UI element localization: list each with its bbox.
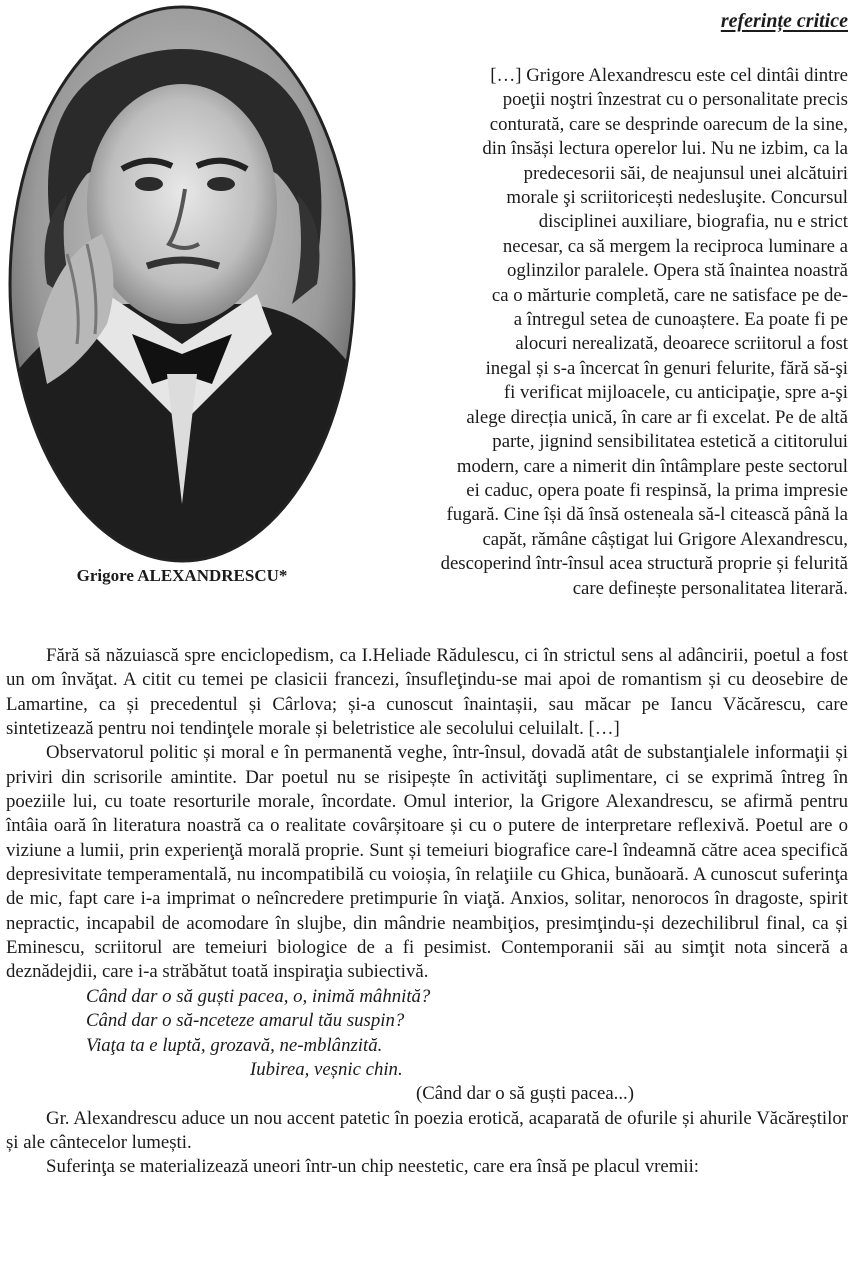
quote-line: necesar, ca să mergem la reciproca luminare a [502, 235, 848, 257]
portrait-photo [7, 4, 357, 564]
quote-line: predecesorii săi, de neajunsul unei alcătuiri [523, 162, 848, 184]
section-label: referințe critice [720, 10, 848, 32]
portrait-caption: Grigore ALEXANDRESCU* [76, 566, 288, 585]
poem-line: Iubirea, veșnic chin. [250, 1058, 403, 1080]
poem-line: Când dar o să guști pacea, o, inimă mâhnită? [86, 985, 431, 1007]
quote-line: din însăși lectura operelor lui. Nu ne izbim, ca la [482, 138, 848, 160]
paragraph: Suferinţa se materializează uneori într-un chip neestetic, care era însă pe placul vremii: [46, 1156, 700, 1178]
body-text [6, 644, 848, 1180]
quote-line: morale şi scriitoricești nedesluşite. Concursul [506, 187, 848, 209]
quote-intro [350, 64, 848, 601]
quote-line: disciplinei auxiliare, biografia, nu e strict [538, 211, 848, 233]
poem-excerpt [6, 985, 848, 1082]
quote-line: capăt, rămâne câștigat lui Grigore Alexandrescu, [482, 528, 848, 550]
quote-line: parte, jignind sensibilitatea estetică a cititorului [492, 431, 848, 453]
quote-line: oglinzilor paralele. Opera stă înaintea noastră [506, 260, 848, 282]
quote-line: ca o mărturie completă, care ne satisface pe de- [491, 284, 848, 306]
quote-line: descoperind într-însul acea structură proprie și felurită [440, 553, 848, 575]
quote-line: fi verificat mijloacele, cu anticipaţie, spre a-şi [503, 382, 848, 404]
paragraph: Observatorul politic și moral e în permanentă veghe, într-însul, dovadă atât de substanţialele informaţii și priviri din scrisorile amintite. Dar poetul nu se risipește în activităţi suplimentare, ci se exprimă întreg în poeziile lui, cu toate resorturile morale, încordate. Omul interior, la Grigore Alexandrescu, se afirmă pentru întâia oară în literatura noastră ca o realitate covârșitoare și cu o putere de interpretare reflexivă. Poetul are o viziune a lumii, prin experienţă morală proprie. Sunt și temeiuri biografice care-l îndeamnă către acea specifică depresivitate temperamentală, nu incompatibilă cu voioșia, în relaţiile cu Ghica, bunăoară. A cunoscut suferinţa de mic, fapt care i-a imprimat o neîncredere pretimpurie în viaţă. Anxios, solitar, nenorocos în dragoste, spirit nepractic, incapabil de acomodare în slujbe, din mândrie neambiţios, presimţindu-și dezechilibrul final, ca și Eminescu, scriitorul are temeiuri biologice de a fi pesimist. Contemporanii săi au simţit nota sinceră a deznădejdii, care i-a străbătut toată inspiraţia subiectivă. [6, 742, 848, 983]
poem-line: Când dar o să-nceteze amarul tău suspin? [86, 1010, 405, 1032]
quote-line: poeţii noştri înzestrat cu o personalitate precis [502, 89, 848, 111]
quote-line: modern, care a nimerit din întâmplare peste sectorul [456, 455, 848, 477]
quote-line: […] Grigore Alexandrescu este cel dintâi dintre [490, 65, 848, 86]
paragraph: Gr. Alexandrescu aduce un nou accent patetic în poezia erotică, acaparată de ofurile și ahurile Văcăreștilor și ale cântecelor lumești. [6, 1107, 848, 1153]
paragraph: Fără să năzuiască spre enciclopedism, ca I.Heliade Rădulescu, ci în strictul sens al adâncirii, poetul a fost un om învăţat. A citit cu temei pe clasicii francezi, însufleţindu-se mai apoi de romantism și cu deosebire de Lamartine, ca și precedentul și Cârlova; și-a cunoscut înaintașii, sau măcar pe Iancu Văcărescu, care sintetizează pentru noi tendinţele morale și beletristice ale secolului celuilalt. […] [6, 645, 848, 740]
quote-line: a întregul setea de cunoaștere. Ea poate fi pe [513, 309, 848, 331]
quote-line: inegal și s-a încercat în genuri felurite, fără să-şi [485, 357, 848, 379]
quote-line: ei caduc, opera poate fi respinsă, la prima impresie [466, 479, 848, 501]
quote-line: conturată, care se desprinde oarecum de la sine, [489, 113, 848, 135]
quote-line: alocuri nerealizată, deoarece scriitorul a fost [515, 333, 848, 355]
quote-line: alege direcția unică, în care ar fi excelat. Pe de altă [466, 406, 848, 428]
quote-line: care definește personalitatea literară. [572, 577, 848, 599]
quote-line: fugară. Cine își dă însă osteneala să-l citească până la [446, 504, 848, 526]
poem-source: (Când dar o să guști pacea...) [416, 1083, 634, 1105]
poem-line: Viaţa ta e luptă, grozavă, ne-mblânzită. [86, 1034, 383, 1056]
